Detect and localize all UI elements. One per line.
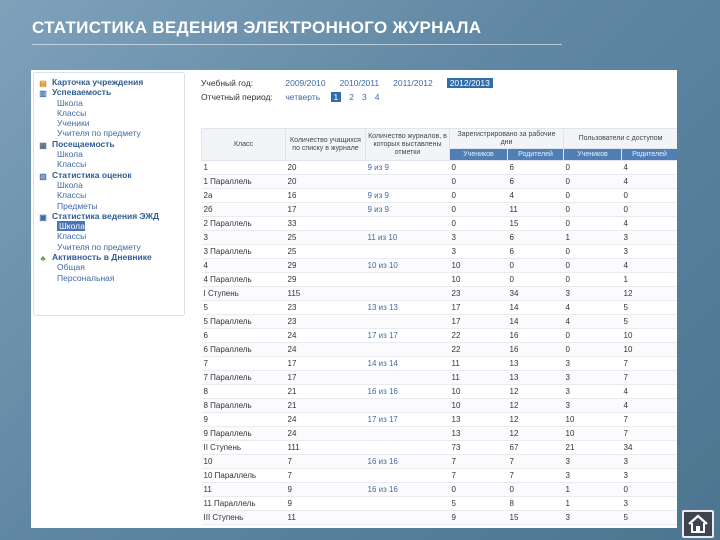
table-cell: 6 [508,161,564,175]
sidebar-item[interactable]: Общая [57,262,85,273]
table-cell: 0 [564,329,622,343]
period-filter-row [201,90,493,104]
table-cell: 11 [508,203,564,217]
table-cell [366,399,450,413]
table-cell: 22 [450,343,508,357]
table-cell: 16 из 16 [366,455,450,469]
table-cell: 4 [622,175,678,189]
table-cell: 16 [508,343,564,357]
table-cell: 17 [450,301,508,315]
table-cell: 4 [564,301,622,315]
table-cell: 24 [286,329,366,343]
table-cell: 24 [286,413,366,427]
sidebar-section-label: Карточка учреждения [52,77,144,87]
table-cell: 16 из 16 [366,483,450,497]
report-sidebar [33,72,185,316]
col-journals-header: Количество журналов, в которых выставлены отметки [366,129,450,161]
table-cell: 24 [286,343,366,357]
sidebar-section-label: Статистика ведения ЭЖД [52,210,160,221]
table-cell: 29 [286,273,366,287]
table-cell: 23 [450,287,508,301]
table-cell: 34 [622,441,678,455]
table-row [202,385,678,399]
table-row [202,161,678,175]
subcol-students: Учеников [450,149,508,161]
period-option[interactable]: 1 [331,92,342,102]
table-cell: 6 [508,231,564,245]
table-cell: 0 [508,259,564,273]
table-cell: 4 [564,315,622,329]
table-cell: 5 [622,301,678,315]
activity-icon: ♣ [40,254,46,264]
period-options [331,92,388,102]
table-cell: 2а [202,189,286,203]
journal-icon: ▣ [39,212,47,222]
table-cell: 17 [286,203,366,217]
table-row [202,413,678,427]
table-cell: 3 [450,245,508,259]
table-cell: 1 [564,483,622,497]
table-cell: 4 [622,161,678,175]
table-row [202,259,678,273]
table-row [202,441,678,455]
table-cell: 0 [622,203,678,217]
table-cell: 33 [286,217,366,231]
table-cell: 3 [564,469,622,483]
table-cell: 0 [564,245,622,259]
table-cell: 8 [508,497,564,511]
table-row [202,399,678,413]
table-cell: 12 [508,413,564,427]
table-cell: 3 [564,455,622,469]
table-cell: 9 из 9 [366,161,450,175]
table-cell: 7 [622,357,678,371]
sidebar-section-label: Посещаемость [52,138,115,149]
table-cell: 11 из 10 [366,231,450,245]
table-cell: 20 [286,161,366,175]
table-cell: 21 [286,399,366,413]
table-row [202,273,678,287]
table-cell: 0 [564,273,622,287]
table-cell: 23 [286,315,366,329]
table-cell: 3 [564,357,622,371]
period-filter-label: Отчетный период: [201,92,273,102]
sidebar-section-3[interactable] [38,170,184,180]
sidebar-item[interactable]: Классы [57,107,87,118]
table-body [202,161,678,525]
table-cell: 1 [564,231,622,245]
sidebar-section-1[interactable] [38,87,184,97]
sidebar-item[interactable]: Школа [57,179,83,190]
year-filter-row [201,76,493,90]
sidebar-section-label: Успеваемость [52,87,112,98]
table-cell: 4 [622,385,678,399]
sidebar-item[interactable]: Классы [57,190,87,201]
table-cell [366,245,450,259]
table-cell: 5 [622,511,678,525]
table-row [202,469,678,483]
table-cell: 0 [450,189,508,203]
year-options [285,78,493,88]
table-cell: 11 [450,357,508,371]
table-row [202,245,678,259]
table-cell [366,273,450,287]
table-row [202,231,678,245]
table-cell [366,511,450,525]
col-lessons-group-header: Зарегистрировано за рабочие дни [450,129,564,149]
table-cell [366,441,450,455]
table-cell [366,427,450,441]
table-cell [366,217,450,231]
table-cell: 12 [508,399,564,413]
table-row [202,329,678,343]
col-students-header: Количество учащихся по списку в журнале [286,129,366,161]
sidebar-item[interactable]: Ученики [57,118,90,129]
table-cell: 4 [622,259,678,273]
table-row [202,371,678,385]
table-cell: 17 из 17 [366,413,450,427]
subcol-users-students: Учеников [564,149,622,161]
year-filter-label: Учебный год: [201,78,254,88]
table-cell: 0 [564,189,622,203]
sidebar-item[interactable]: Классы [57,231,87,242]
table-cell: I Ступень [202,287,286,301]
table-cell: 3 [564,399,622,413]
table-cell: 7 [286,455,366,469]
col-class-header: Класс [202,129,286,161]
table-cell: 0 [450,483,508,497]
table-cell: 24 [286,427,366,441]
table-cell: 0 [450,175,508,189]
table-cell: 3 [622,469,678,483]
sidebar-item[interactable]: Учителя по предмету [57,128,141,139]
table-cell: 21 [286,385,366,399]
table-cell [366,497,450,511]
calendar-icon: ▦ [39,140,47,150]
table-cell: 0 [564,161,622,175]
table-cell: 7 [450,469,508,483]
table-cell: 34 [508,287,564,301]
screenshot-panel [31,70,677,528]
table-cell: 8 Параллель [202,399,286,413]
title-divider [32,44,562,45]
table-cell: 7 [202,357,286,371]
table-cell: 3 [622,245,678,259]
table-cell: 10 [450,273,508,287]
table-cell: 14 [508,301,564,315]
table-cell: 12 [622,287,678,301]
table-row [202,511,678,525]
table-cell: 21 [564,441,622,455]
table-cell: 29 [286,259,366,273]
table-cell: 10 [202,455,286,469]
table-cell: 11 Параллель [202,497,286,511]
table-cell: 15 [508,217,564,231]
sidebar-item[interactable]: Школа [57,149,83,160]
card-icon: ▤ [39,79,47,88]
grade-stats-icon: ▧ [39,171,47,181]
table-cell: 3 [622,497,678,511]
table-cell: 14 из 14 [366,357,450,371]
table-row [202,343,678,357]
table-cell: 10 [622,343,678,357]
table-cell: 3 [564,511,622,525]
table-row [202,217,678,231]
table-cell: 4 Параллель [202,273,286,287]
ej-statistics-table [201,128,677,525]
table-cell: 17 из 17 [366,329,450,343]
table-cell: 1 Параллель [202,175,286,189]
table-cell: 3 [564,385,622,399]
table-cell: 2б [202,203,286,217]
period-option[interactable]: 2 [349,92,354,102]
year-option[interactable]: 2009/2010 [285,78,326,88]
table-cell: 4 [202,259,286,273]
table-row [202,455,678,469]
table-cell: 10 [622,329,678,343]
table-cell: 9 [286,497,366,511]
table-cell: 22 [450,329,508,343]
table-cell: 7 [622,413,678,427]
table-cell: 10 [450,399,508,413]
table-cell: 7 [286,469,366,483]
table-cell: 3 Параллель [202,245,286,259]
table-cell [366,175,450,189]
sidebar-item[interactable]: Школа [57,97,83,108]
table-cell: 5 [450,497,508,511]
table-cell: 3 [202,231,286,245]
bar-chart-icon: ▥ [39,89,47,99]
table-cell: 6 Параллель [202,343,286,357]
table-cell: 0 [450,203,508,217]
table-cell: 0 [564,203,622,217]
table-cell: 9 [450,511,508,525]
table-cell: 6 [508,175,564,189]
table-cell: 13 [450,427,508,441]
sidebar-section-2[interactable] [38,139,184,149]
table-cell: 25 [286,231,366,245]
sidebar-menu [34,73,184,283]
table-cell: 2 Параллель [202,217,286,231]
table-cell: 17 [450,315,508,329]
table-cell: 7 [450,455,508,469]
table-row [202,301,678,315]
table-cell: 20 [286,175,366,189]
table-cell: 6 [202,329,286,343]
table-cell: 7 [622,371,678,385]
table-cell: 9 [286,483,366,497]
table-cell: 9 из 9 [366,203,450,217]
sidebar-item[interactable]: Классы [57,159,87,170]
table-cell: 13 [450,413,508,427]
table-cell: 0 [564,343,622,357]
table-cell: 0 [508,483,564,497]
table-cell: 7 [508,469,564,483]
table-row [202,175,678,189]
table-cell: 0 [450,161,508,175]
table-cell: 11 [286,511,366,525]
sidebar-item[interactable]: Школа [59,221,85,232]
table-cell: 1 [622,273,678,287]
table-cell: 5 [202,301,286,315]
subcol-users-parents: Родителей [622,149,678,161]
table-cell: 5 Параллель [202,315,286,329]
table-cell: 5 [622,315,678,329]
sidebar-item[interactable]: Учителя по предмету [57,241,141,252]
table-cell: 4 [508,189,564,203]
table-cell: 0 [450,217,508,231]
sidebar-section-5[interactable] [38,252,184,262]
table-cell: 10 [564,413,622,427]
table-cell: 1 [564,497,622,511]
table-cell: 16 из 16 [366,385,450,399]
table-cell: 3 [564,371,622,385]
table-cell: 9 [202,413,286,427]
sidebar-item[interactable]: Персональная [57,272,115,283]
table-row [202,203,678,217]
table-cell: 10 Параллель [202,469,286,483]
table-cell: II Ступень [202,441,286,455]
table-cell: 15 [508,511,564,525]
table-cell: 10 [450,385,508,399]
table-row [202,357,678,371]
table-row [202,483,678,497]
home-button[interactable] [682,510,714,538]
table-cell: 13 [508,371,564,385]
table-cell: 7 [508,455,564,469]
table-cell: 0 [508,273,564,287]
table-cell: 25 [286,245,366,259]
table-cell: 0 [564,217,622,231]
slide-title: СТАТИСТИКА ВЕДЕНИЯ ЭЛЕКТРОННОГО ЖУРНАЛА [32,18,482,37]
table-cell: 13 из 13 [366,301,450,315]
table-cell: 17 [286,371,366,385]
table-cell: 14 [508,315,564,329]
table-cell [366,287,450,301]
table-cell: 3 [622,455,678,469]
table-cell: 7 Параллель [202,371,286,385]
table-cell: 1 [202,161,286,175]
table-row [202,315,678,329]
table-cell: 10 [450,259,508,273]
sidebar-section-0[interactable] [38,77,184,87]
sidebar-section-4[interactable] [38,211,184,221]
table-cell: 0 [564,175,622,189]
table-cell: 4 [622,217,678,231]
table-cell: 16 [508,329,564,343]
home-icon [684,512,712,536]
table-cell: 16 [286,189,366,203]
year-option[interactable]: 2012/2013 [447,78,493,88]
table-row [202,189,678,203]
sidebar-section-label: Активность в Дневнике [52,252,152,263]
table-cell: 3 [622,231,678,245]
table-cell: 10 из 10 [366,259,450,273]
table-cell: 23 [286,301,366,315]
table-row [202,427,678,441]
table-cell: 13 [508,357,564,371]
table-cell: 73 [450,441,508,455]
table-cell [366,315,450,329]
table-cell: 17 [286,357,366,371]
table-cell: 11 [450,371,508,385]
table-row [202,497,678,511]
table-cell: 3 [564,287,622,301]
table-cell: 0 [622,189,678,203]
table-cell: 111 [286,441,366,455]
table-cell [366,469,450,483]
table-cell: 12 [508,385,564,399]
table-cell: 8 [202,385,286,399]
col-users-group-header: Пользователи с доступом [564,129,678,149]
period-type-select[interactable]: четверть [285,92,321,102]
table-cell: 4 [622,399,678,413]
period-option[interactable]: 4 [374,92,380,102]
subcol-parents: Родителей [508,149,564,161]
sidebar-section-label: Статистика оценок [52,169,132,180]
table-cell: 67 [508,441,564,455]
report-filters [201,76,493,104]
table-cell [366,343,450,357]
year-option[interactable]: 2011/2012 [393,78,433,88]
table-cell: 11 [202,483,286,497]
table-cell: 0 [622,483,678,497]
table-row [202,287,678,301]
sidebar-item[interactable]: Предметы [57,200,98,211]
period-option[interactable]: 3 [362,92,367,102]
table-cell: 3 [450,231,508,245]
table-cell: 9 из 9 [366,189,450,203]
table-cell: 9 Параллель [202,427,286,441]
table-cell: 10 [564,427,622,441]
table-cell: 115 [286,287,366,301]
year-option[interactable]: 2010/2011 [339,78,380,88]
table-cell: III Ступень [202,511,286,525]
table-cell: 12 [508,427,564,441]
table-cell: 7 [622,427,678,441]
table-cell [366,371,450,385]
table-cell: 0 [564,259,622,273]
table-cell: 6 [508,245,564,259]
